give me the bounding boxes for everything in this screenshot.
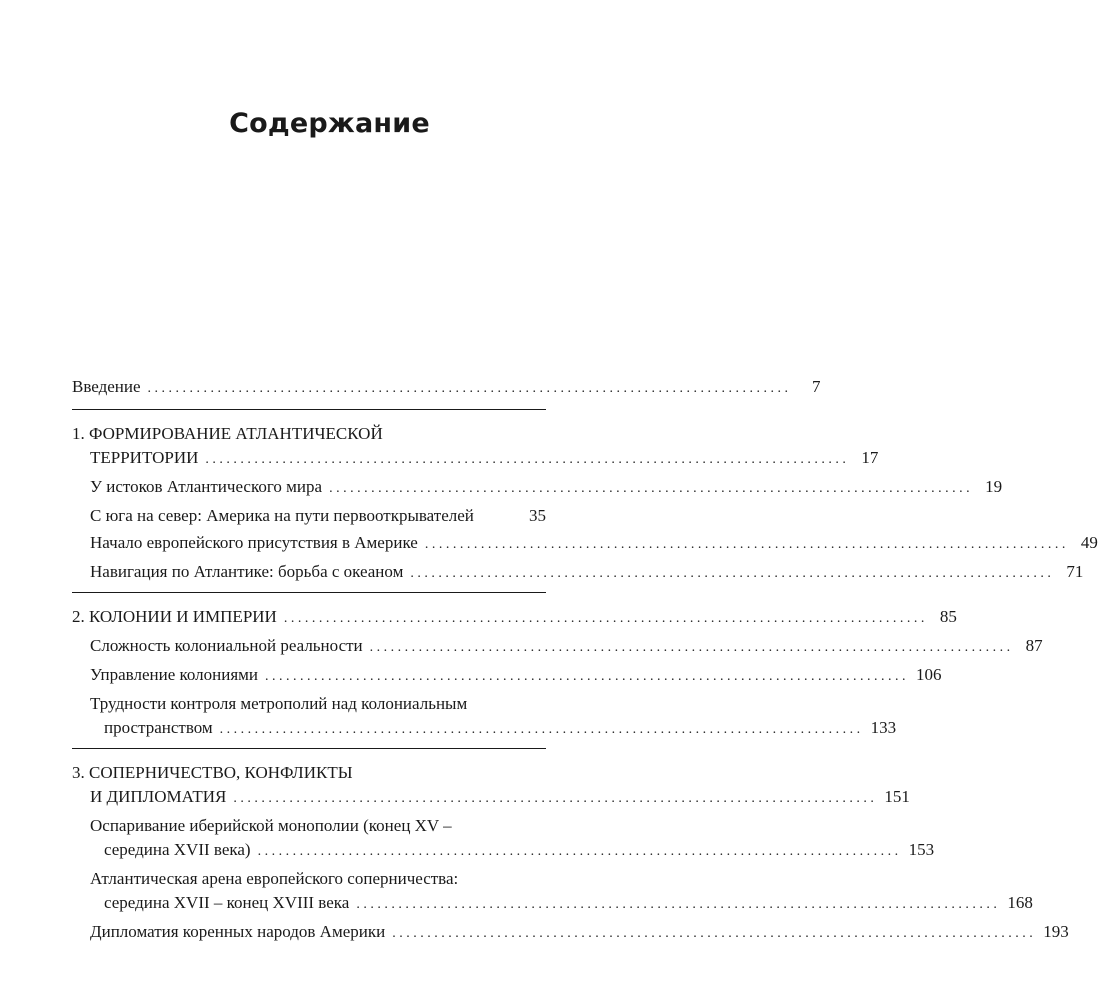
toc-chapter-3[interactable] [72,761,910,811]
section-divider [72,748,546,749]
toc-page-number: 85 [939,607,957,626]
dot-leader: ............................................................................................ [265,669,910,684]
dot-leader: ............................................................................................ [410,566,1055,581]
toc-page-number: 106 [916,665,942,684]
toc-entry-title: Начало европейского присутствия в Америке [90,533,418,552]
dot-leader: ............................................................................................ [356,897,1001,912]
dot-leader: ............................................................................................ [369,640,1014,655]
toc-entry-title-line2: середина XVII – конец XVIII века [104,893,350,912]
toc-entry[interactable] [72,504,546,528]
toc-entry-title: У истоков Атлантического мира [90,477,323,496]
dot-leader: ............................................................................................ [257,844,902,859]
toc-chapter-title-line2: И ДИПЛОМАТИЯ [90,787,227,806]
toc-entry[interactable] [72,531,1098,557]
toc-chapter-2[interactable] [72,605,957,631]
toc-chapter-title-line2: ТЕРРИТОРИИ [90,448,199,467]
dot-leader: ............................................................................................ [424,537,1069,552]
toc-entry-title-line2: середина XVII века) [104,840,251,859]
toc-entry-title: Дипломатия коренных народов Америки [90,922,386,941]
toc-page-number: 193 [1043,922,1069,941]
toc-entry-title: Сложность колониальной реальности [90,636,363,655]
dot-leader: ............................................................................................ [147,381,792,396]
table-of-contents [72,375,1098,946]
dot-leader: ............................................................................................ [219,722,864,737]
toc-page-number: 87 [1025,636,1043,655]
dot-leader: ............................................................................................ [233,791,878,806]
section-divider [72,592,546,593]
toc-page-number: 168 [1007,893,1033,912]
dot-leader: ............................................................................................ [392,926,1037,941]
toc-chapter-title: 2. КОЛОНИИ И ИМПЕРИИ [72,607,277,626]
toc-page-number: 153 [908,840,935,859]
toc-page-number: 35 [529,506,546,525]
toc-chapter-1[interactable] [72,422,879,472]
toc-entry-title: Введение [72,377,141,396]
toc-entry[interactable] [72,634,1043,660]
toc-page-number: 7 [812,377,821,396]
toc-entry[interactable] [72,560,1084,586]
toc-entry-title-line1: Атлантическая арена европейского соперничества: [90,869,459,888]
dot-leader: ............................................................................................ [283,611,928,626]
toc-entry[interactable] [72,920,1069,946]
toc-page-number: 133 [870,718,897,737]
toc-chapter-title-line1: 3. СОПЕРНИЧЕСТВО, КОНФЛИКТЫ [72,763,353,782]
toc-entry-intro[interactable] [72,375,821,401]
toc-page-number: 49 [1080,533,1098,552]
toc-entry-title-line1: Трудности контроля метрополий над колониальным [90,694,468,713]
section-divider [72,409,546,410]
page-title: Содержание [229,108,430,139]
toc-entry-title-line1: Оспаривание иберийской монополии (конец XV – [90,816,452,835]
toc-page-number: 19 [985,477,1003,496]
toc-chapter-title-line1: 1. ФОРМИРОВАНИЕ АТЛАНТИЧЕСКОЙ [72,424,383,443]
toc-entry[interactable] [72,867,1033,917]
toc-entry[interactable] [72,814,935,864]
toc-entry[interactable] [72,475,1003,501]
toc-entry-title: Управление колониями [90,665,259,684]
toc-entry[interactable] [72,692,897,742]
toc-entry-title: Навигация по Атлантике: борьба с океаном [90,562,404,581]
dot-leader: ............................................................................................ [205,452,850,467]
toc-page-number: 151 [884,787,910,806]
dot-leader: ............................................................................................ [329,481,974,496]
toc-entry[interactable] [72,663,942,689]
toc-page-number: 17 [861,448,879,467]
toc-entry-title: С юга на север: Америка на пути первооткрывателей [90,506,474,525]
toc-page-number: 71 [1066,562,1084,581]
toc-entry-title-line2: пространством [104,718,213,737]
